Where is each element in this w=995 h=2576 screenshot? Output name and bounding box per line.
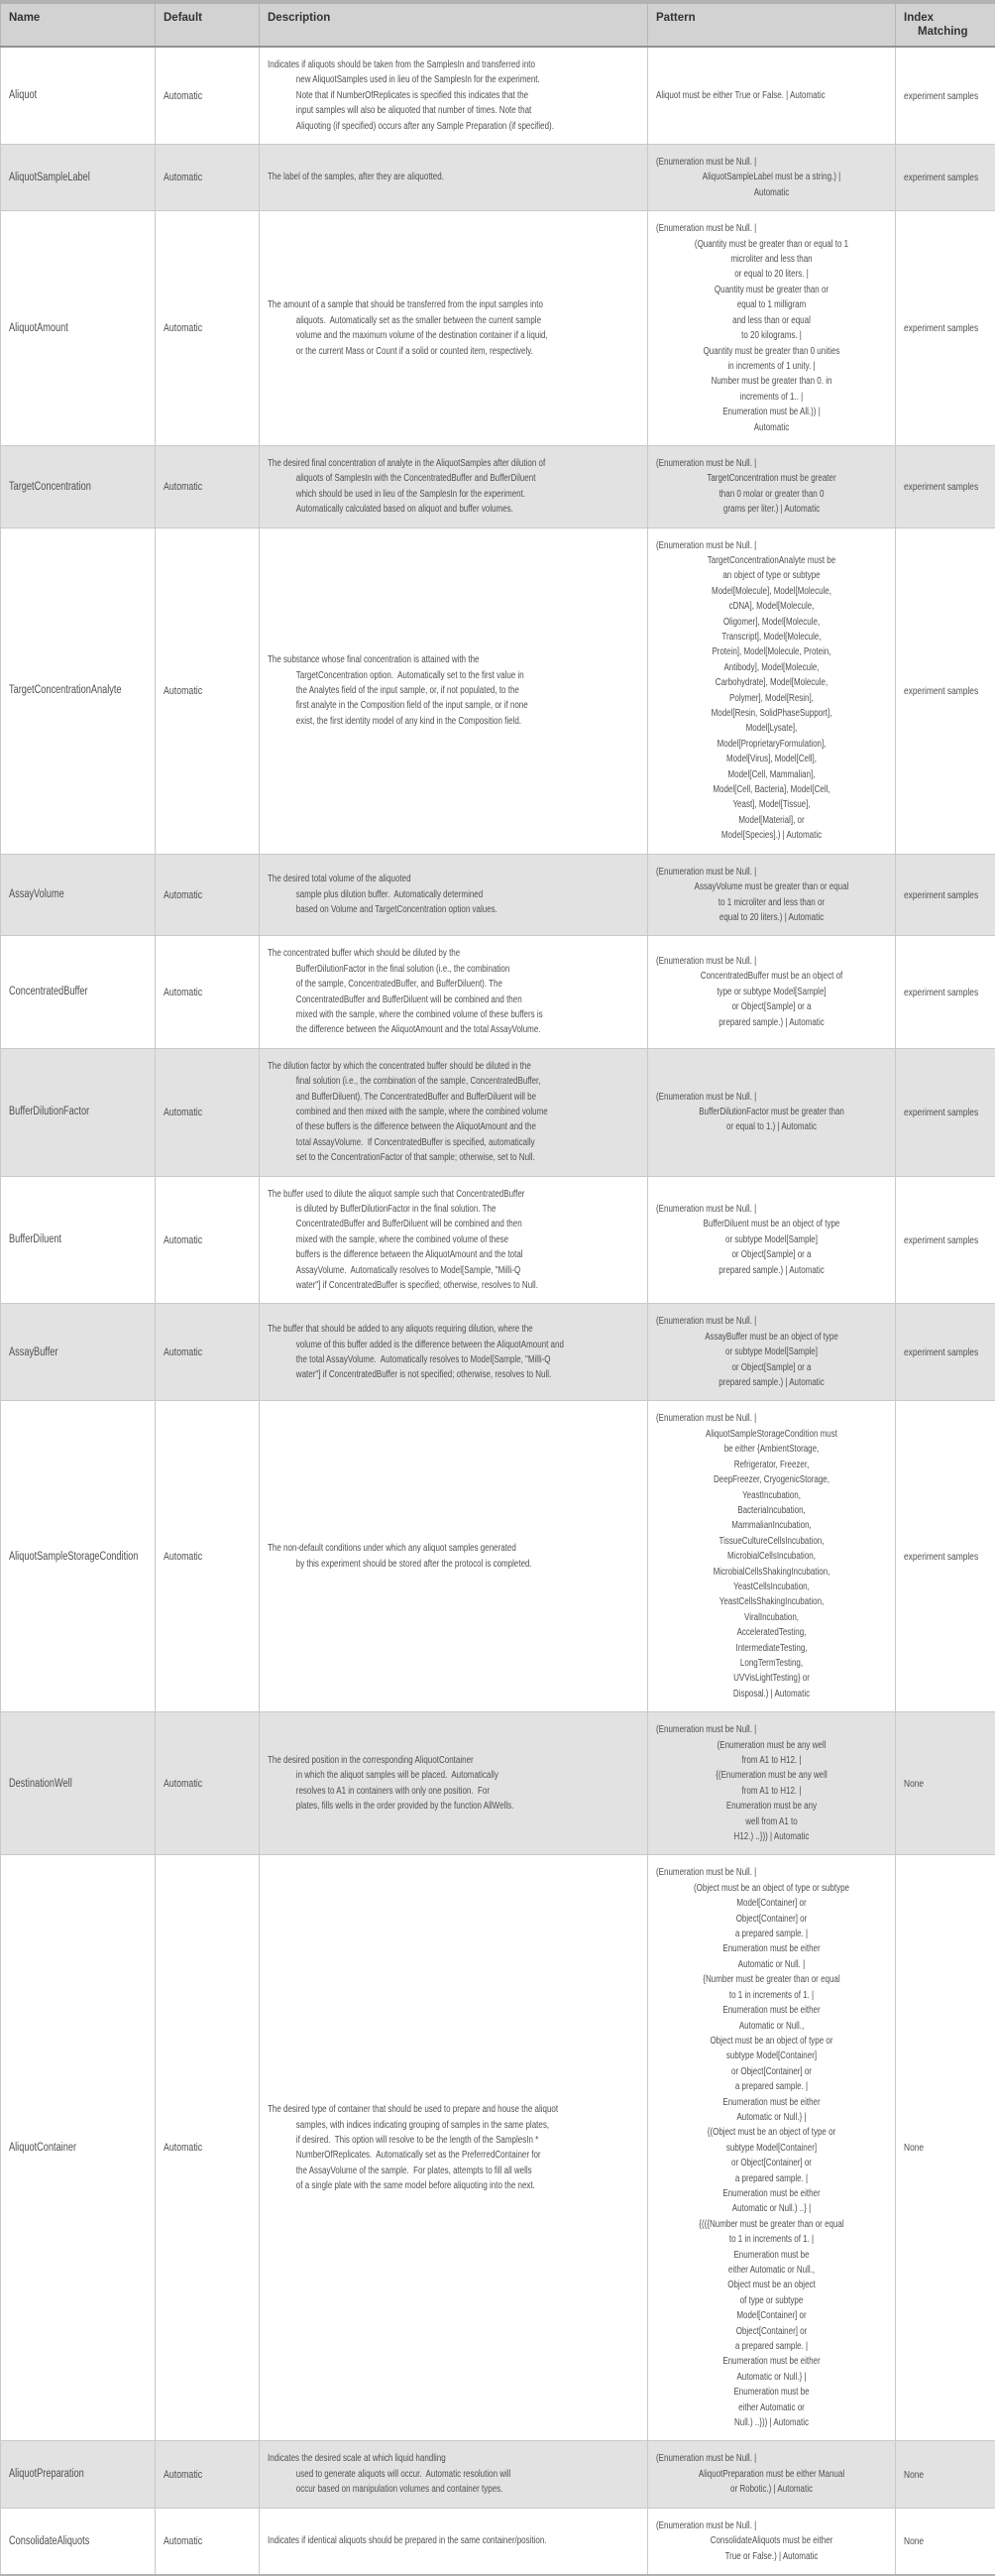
pattern-text: (Enumeration must be Null. | AliquotSampleStorageCondition must be either {AmbientStorage, Refrigerator, Freezer, DeepFreezer, CryogenicStorage, YeastIncubation, BacteriaIncubation, MammalianIncubation, TissueCultureCellsIncubation, MicrobialCellsIncubation, MicrobialCellsShakingIncubation, YeastCellsIncubation, YeastCellsShakingIncubation, ViralIncubation, AcceleratedTesting, IntermediateTesting, LongTermTesting, UVVisLightTesting} or Disposal.) | Automatic — [656, 1411, 887, 1701]
option-name-text: AssayVolume — [9, 887, 147, 902]
option-name-text: DestinationWell — [9, 1777, 147, 1792]
description-cell — [260, 527, 648, 854]
option-name-text: AliquotPreparation — [9, 2467, 147, 2482]
option-name-text: TargetConcentration — [9, 480, 147, 495]
index-matching-cell — [896, 211, 995, 446]
pattern-text: (Enumeration must be Null. | ConcentratedBuffer must be an object of type or subtype Model[Sample] or Object[Sample] or a prepared sample.) | Automatic — [656, 954, 887, 1030]
pattern-text: (Enumeration must be Null. | BufferDiluent must be an object of type or subtype Model[Sample] or Object[Sample] or a prepared sample.) | Automatic — [656, 1202, 887, 1278]
pattern-cell — [648, 211, 896, 446]
index-matching-text: experiment samples — [904, 1551, 987, 1563]
option-name-cell — [1, 1401, 156, 1712]
index-matching-cell — [896, 1712, 995, 1855]
description-cell — [260, 211, 648, 446]
description-text: Indicates if aliquots should be taken from the SamplesIn and transferred into new AliquotSamples used in lieu of the SamplesIn for the experiment. Note that if NumberOfReplicates is specified this indicates that the input samples will also be aliquoted that number of times. Note that Aliquoting (if specified) occurs after any Sample Preparation (if specified). — [268, 58, 639, 134]
index-matching-cell — [896, 1048, 995, 1176]
index-matching-text: experiment samples — [904, 322, 987, 334]
header-row — [1, 2, 995, 47]
index-matching-cell — [896, 1855, 995, 2441]
index-matching-text: experiment samples — [904, 481, 987, 493]
description-cell — [260, 1048, 648, 1176]
description-text: Indicates the desired scale at which liquid handling used to generate aliquots will occur. Automatic resolution will occur based on manipulation volumes and container types. — [268, 2451, 639, 2497]
option-name-cell — [1, 1855, 156, 2441]
index-matching-cell — [896, 1304, 995, 1401]
row-buffer-diluent — [1, 1176, 995, 1304]
default-text: Automatic — [164, 889, 251, 901]
row-target-concentration — [1, 445, 995, 527]
default-cell — [156, 211, 260, 446]
index-matching-cell — [896, 2508, 995, 2575]
description-cell — [260, 1712, 648, 1855]
default-cell — [156, 1855, 260, 2441]
option-name-cell — [1, 1176, 156, 1304]
pattern-cell — [648, 854, 896, 936]
description-text: Indicates if identical aliquots should be prepared in the same container/position. — [268, 2533, 639, 2548]
option-name-cell — [1, 211, 156, 446]
default-cell — [156, 2441, 260, 2508]
default-text: Automatic — [164, 2535, 251, 2547]
pattern-text: (Enumeration must be Null. | TargetConcentration must be greater than 0 molar or greater than 0 grams per liter.) | Automatic — [656, 456, 887, 518]
pattern-text: (Enumeration must be Null. | (Enumeration must be any well from A1 to H12. | {(Enumeration must be any well from A1 to H12. | Enumeration must be any well from A1 to H12.) ..})) | Automatic — [656, 1722, 887, 1844]
pattern-cell — [648, 936, 896, 1048]
pattern-text: (Enumeration must be Null. | (Quantity must be greater than or equal to 1 microliter and less than or equal to 20 liters. | Quantity must be greater than or equal to 1 milligram and less than or equal to 20 kilograms. | Quantity must be greater than 0 unities in increments of 1 unity. | Number must be greater than 0. in increments of 1.. | Enumeration must be All.)) | Automatic — [656, 221, 887, 435]
option-name-cell — [1, 47, 156, 145]
column-header-index-matching — [896, 2, 995, 47]
pattern-text: (Enumeration must be Null. | AliquotSampleLabel must be a string.) | Automatic — [656, 155, 887, 200]
index-matching-cell — [896, 47, 995, 145]
description-text: The non-default conditions under which any aliquot samples generated by this experiment should be stored after the protocol is completed. — [268, 1541, 639, 1572]
pattern-text: (Enumeration must be Null. | AssayVolume must be greater than or equal to 1 microliter and less than or equal to 20 liters.) | Automatic — [656, 865, 887, 926]
pattern-cell — [648, 527, 896, 854]
pattern-cell — [648, 1401, 896, 1712]
pattern-text: (Enumeration must be Null. | AliquotPreparation must be either Manual or Robotic.) | Automatic — [656, 2451, 887, 2497]
description-cell — [260, 47, 648, 145]
description-text: The dilution factor by which the concentrated buffer should be diluted in the final solution (i.e., the combination of the sample, ConcentratedBuffer, and BufferDiluent). The ConcentratedBuffer and BufferDiluent will be combined and then mixed with the sample, where the combined volume of these buffers is the difference between the AliquotAmount and the total AssayVolume. If ConcentratedBuffer is specified, automatically set to the ConcentrationFactor of that sample; otherwise, set to Null. — [268, 1059, 639, 1166]
pattern-cell — [648, 47, 896, 145]
default-text: Automatic — [164, 1107, 251, 1118]
column-header-pattern: Pattern — [648, 2, 896, 47]
default-text: Automatic — [164, 685, 251, 697]
pattern-text: Aliquot must be either True or False. | Automatic — [656, 88, 887, 103]
pattern-text: (Enumeration must be Null. | (Object must be an object of type or subtype Model[Container] or Object[Container] or a prepared sample. | Enumeration must be either Automatic or Null. | {Number must be greater than or equal to 1 in increments of 1. | Enumeration must be either Automatic or Null., Object must be an object of type or subtype Model[Container] or Object[Container] or a prepared sample. | Enumeration must be either Automatic or Null.} | {(Object must be an object of type or subtype Model[Container] or Object[Container] or a prepared sample. | Enumeration must be either Automatic or Null.) ..} | {(({Number must be greater than or equal to 1 in increments of 1. | Enumeration must be either Automatic or Null., Object must be an object of type or subtype Model[Container] or Object[Container] or a prepared sample. | Enumeration must be either Automatic or Null.} | Enumeration must be either Automatic or Null.) ..})) | Automatic — [656, 1865, 887, 2430]
row-aliquot — [1, 47, 995, 145]
default-text: Automatic — [164, 2142, 251, 2154]
row-target-concentration-analyte — [1, 527, 995, 854]
default-cell — [156, 445, 260, 527]
description-cell — [260, 1176, 648, 1304]
row-aliquot-sample-label — [1, 145, 995, 211]
option-name-text: BufferDiluent — [9, 1232, 147, 1247]
pattern-text: (Enumeration must be Null. | BufferDilutionFactor must be greater than or equal to 1.) | Automatic — [656, 1090, 887, 1135]
option-name-cell — [1, 527, 156, 854]
default-text: Automatic — [164, 2469, 251, 2481]
pattern-text: (Enumeration must be Null. | AssayBuffer must be an object of type or subtype Model[Sample] or Object[Sample] or a prepared sample.) | Automatic — [656, 1314, 887, 1390]
option-name-text: AliquotSampleStorageCondition — [9, 1550, 147, 1565]
index-matching-cell — [896, 445, 995, 527]
default-cell — [156, 936, 260, 1048]
default-cell — [156, 1304, 260, 1401]
option-name-text: AssayBuffer — [9, 1346, 147, 1360]
row-aliquot-amount — [1, 211, 995, 446]
row-buffer-dilution-factor — [1, 1048, 995, 1176]
default-cell — [156, 47, 260, 145]
pattern-cell — [648, 1048, 896, 1176]
column-header-name: Name — [1, 2, 156, 47]
option-name-cell — [1, 1712, 156, 1855]
description-text: The desired position in the corresponding AliquotContainer in which the aliquot samples will be placed. Automatically resolves to A1 in containers with only one position. For plates, fills wells in the order provided by the function AllWells. — [268, 1753, 639, 1815]
description-text: The buffer used to dilute the aliquot sample such that ConcentratedBuffer is diluted by BufferDilutionFactor in the final solution. The ConcentratedBuffer and BufferDiluent will be combined and then mixed with the sample, where the combined volume of these buffers is the difference between the AliquotAmount and the total AssayVolume. Automatically resolves to Model[Sample, "Milli-Q water"] if ConcentratedBuffer is specified; otherwise, resolves to Null. — [268, 1187, 639, 1294]
index-matching-text: None — [904, 1778, 987, 1790]
row-concentrated-buffer — [1, 936, 995, 1048]
default-text: Automatic — [164, 1347, 251, 1358]
index-matching-text: experiment samples — [904, 685, 987, 697]
description-cell — [260, 854, 648, 936]
option-name-cell — [1, 145, 156, 211]
default-text: Automatic — [164, 1778, 251, 1790]
index-matching-text: None — [904, 2535, 987, 2547]
default-text: Automatic — [164, 481, 251, 493]
row-assay-volume — [1, 854, 995, 936]
default-cell — [156, 1401, 260, 1712]
option-name-cell — [1, 1304, 156, 1401]
pattern-cell — [648, 2441, 896, 2508]
pattern-cell — [648, 145, 896, 211]
row-consolidate-aliquots — [1, 2508, 995, 2575]
index-matching-cell — [896, 2441, 995, 2508]
column-header-description: Description — [260, 2, 648, 47]
description-text: The buffer that should be added to any aliquots requiring dilution, where the volume of this buffer added is the difference between the AliquotAmount and the total AssayVolume. Automatically resolves to Model[Sample, "Milli-Q water"] if ConcentratedBuffer is not specified; otherwise, resolves to Null. — [268, 1322, 639, 1383]
pattern-cell — [648, 1712, 896, 1855]
index-matching-text: experiment samples — [904, 1107, 987, 1118]
option-name-text: TargetConcentrationAnalyte — [9, 683, 147, 698]
description-cell — [260, 1401, 648, 1712]
index-matching-text: None — [904, 2469, 987, 2481]
default-cell — [156, 1048, 260, 1176]
default-text: Automatic — [164, 90, 251, 102]
description-text: The amount of a sample that should be transferred from the input samples into aliquots. Automatically set as the smaller between the current sample volume and the maximum volume of the destination container if a liquid, or the current Mass or Count if a solid or counted item, respectively. — [268, 297, 639, 359]
index-matching-cell — [896, 145, 995, 211]
pattern-cell — [648, 2508, 896, 2575]
description-cell — [260, 2508, 648, 2575]
option-name-cell — [1, 445, 156, 527]
index-matching-cell — [896, 527, 995, 854]
description-text: The substance whose final concentration is attained with the TargetConcentration option. Automatically set to the first value in the Analytes field of the input sample, or, if not populated, to the first analyte in the Composition field of the input sample, or if none exist, the first identity model of any kind in the Composition field. — [268, 652, 639, 729]
option-name-text: AliquotSampleLabel — [9, 171, 147, 185]
option-name-cell — [1, 2508, 156, 2575]
option-name-cell — [1, 1048, 156, 1176]
index-matching-text: None — [904, 2142, 987, 2154]
row-aliquot-sample-storage-condition — [1, 1401, 995, 1712]
default-text: Automatic — [164, 322, 251, 334]
column-header-default: Default — [156, 2, 260, 47]
option-name-text: BufferDilutionFactor — [9, 1105, 147, 1119]
option-name-cell — [1, 854, 156, 936]
index-matching-text: experiment samples — [904, 90, 987, 102]
description-cell — [260, 936, 648, 1048]
pattern-text: (Enumeration must be Null. | ConsolidateAliquots must be either True or False.) | Automatic — [656, 2518, 887, 2564]
default-cell — [156, 1176, 260, 1304]
option-name-cell — [1, 936, 156, 1048]
index-matching-text: experiment samples — [904, 172, 987, 183]
pattern-cell — [648, 1176, 896, 1304]
description-cell — [260, 2441, 648, 2508]
description-text: The label of the samples, after they are aliquotted. — [268, 170, 639, 184]
row-aliquot-container — [1, 1855, 995, 2441]
index-matching-text: experiment samples — [904, 1347, 987, 1358]
description-cell — [260, 1855, 648, 2441]
default-text: Automatic — [164, 172, 251, 183]
default-cell — [156, 145, 260, 211]
index-matching-cell — [896, 1176, 995, 1304]
row-aliquot-preparation — [1, 2441, 995, 2508]
option-name-text: Aliquot — [9, 88, 147, 103]
description-text: The concentrated buffer which should be diluted by the BufferDilutionFactor in the final solution (i.e., the combination of the sample, ConcentratedBuffer, and BufferDiluent). The ConcentratedBuffer and BufferDiluent will be combined and then mixed with the sample, where the combined volume of these buffers is the difference between the AliquotAmount and the total AssayVolume. — [268, 946, 639, 1037]
row-destination-well — [1, 1712, 995, 1855]
index-matching-text: experiment samples — [904, 889, 987, 901]
default-cell — [156, 854, 260, 936]
index-matching-text: experiment samples — [904, 1234, 987, 1246]
default-text: Automatic — [164, 1234, 251, 1246]
index-matching-cell — [896, 1401, 995, 1712]
pattern-cell — [648, 445, 896, 527]
option-name-text: ConsolidateAliquots — [9, 2534, 147, 2549]
description-cell — [260, 145, 648, 211]
index-matching-text: experiment samples — [904, 987, 987, 998]
pattern-text: (Enumeration must be Null. | TargetConcentrationAnalyte must be an object of type or subtype Model[Molecule], Model[Molecule, cDNA], Model[Molecule, Oligomer], Model[Molecule, Transcript], Model[Molecule, Protein], Model[Molecule, Protein, Antibody], Model[Molecule, Carbohydrate], Model[Molecule, Polymer], Model[Resin], Model[Resin, SolidPhaseSupport], Model[Lysate], Model[ProprietaryFormulation], Model[Virus], Model[Cell], Model[Cell, Mammalian], Model[Cell, Bacteria], Model[Cell, Yeast], Model[Tissue], Model[Material], or Model[Species].) | Automatic — [656, 538, 887, 844]
option-name-cell — [1, 2441, 156, 2508]
option-name-text: ConcentratedBuffer — [9, 985, 147, 999]
description-text: The desired type of container that should be used to prepare and house the aliquot samples, with indices indicating grouping of samples in the same plates, if desired. This option will resolve to be the length of the SamplesIn * NumberOfReplicates. Automatically set as the PreferredContainer for the AssayVolume of the sample. For plates, attempts to fill all wells of a single plate with the same model before aliquoting into the next. — [268, 2102, 639, 2193]
pattern-cell — [648, 1855, 896, 2441]
default-text: Automatic — [164, 987, 251, 998]
description-text: The desired final concentration of analyte in the AliquotSamples after dilution of aliquots of SamplesIn with the ConcentratedBuffer and BufferDiluent which should be used in lieu of the SamplesIn for the experiment. Automatically calculated based on aliquot and buffer volumes. — [268, 456, 639, 518]
description-cell — [260, 1304, 648, 1401]
index-matching-cell — [896, 854, 995, 936]
description-text: The desired total volume of the aliquoted sample plus dilution buffer. Automatically determined based on Volume and TargetConcentration option values. — [268, 872, 639, 917]
pattern-cell — [648, 1304, 896, 1401]
default-cell — [156, 527, 260, 854]
index-matching-cell — [896, 936, 995, 1048]
default-text: Automatic — [164, 1551, 251, 1563]
row-assay-buffer — [1, 1304, 995, 1401]
description-cell — [260, 445, 648, 527]
column-header-index-matching-text: Index Matching — [904, 11, 987, 39]
default-cell — [156, 1712, 260, 1855]
option-name-text: AliquotContainer — [9, 2141, 147, 2156]
option-name-text: AliquotAmount — [9, 321, 147, 336]
default-cell — [156, 2508, 260, 2575]
